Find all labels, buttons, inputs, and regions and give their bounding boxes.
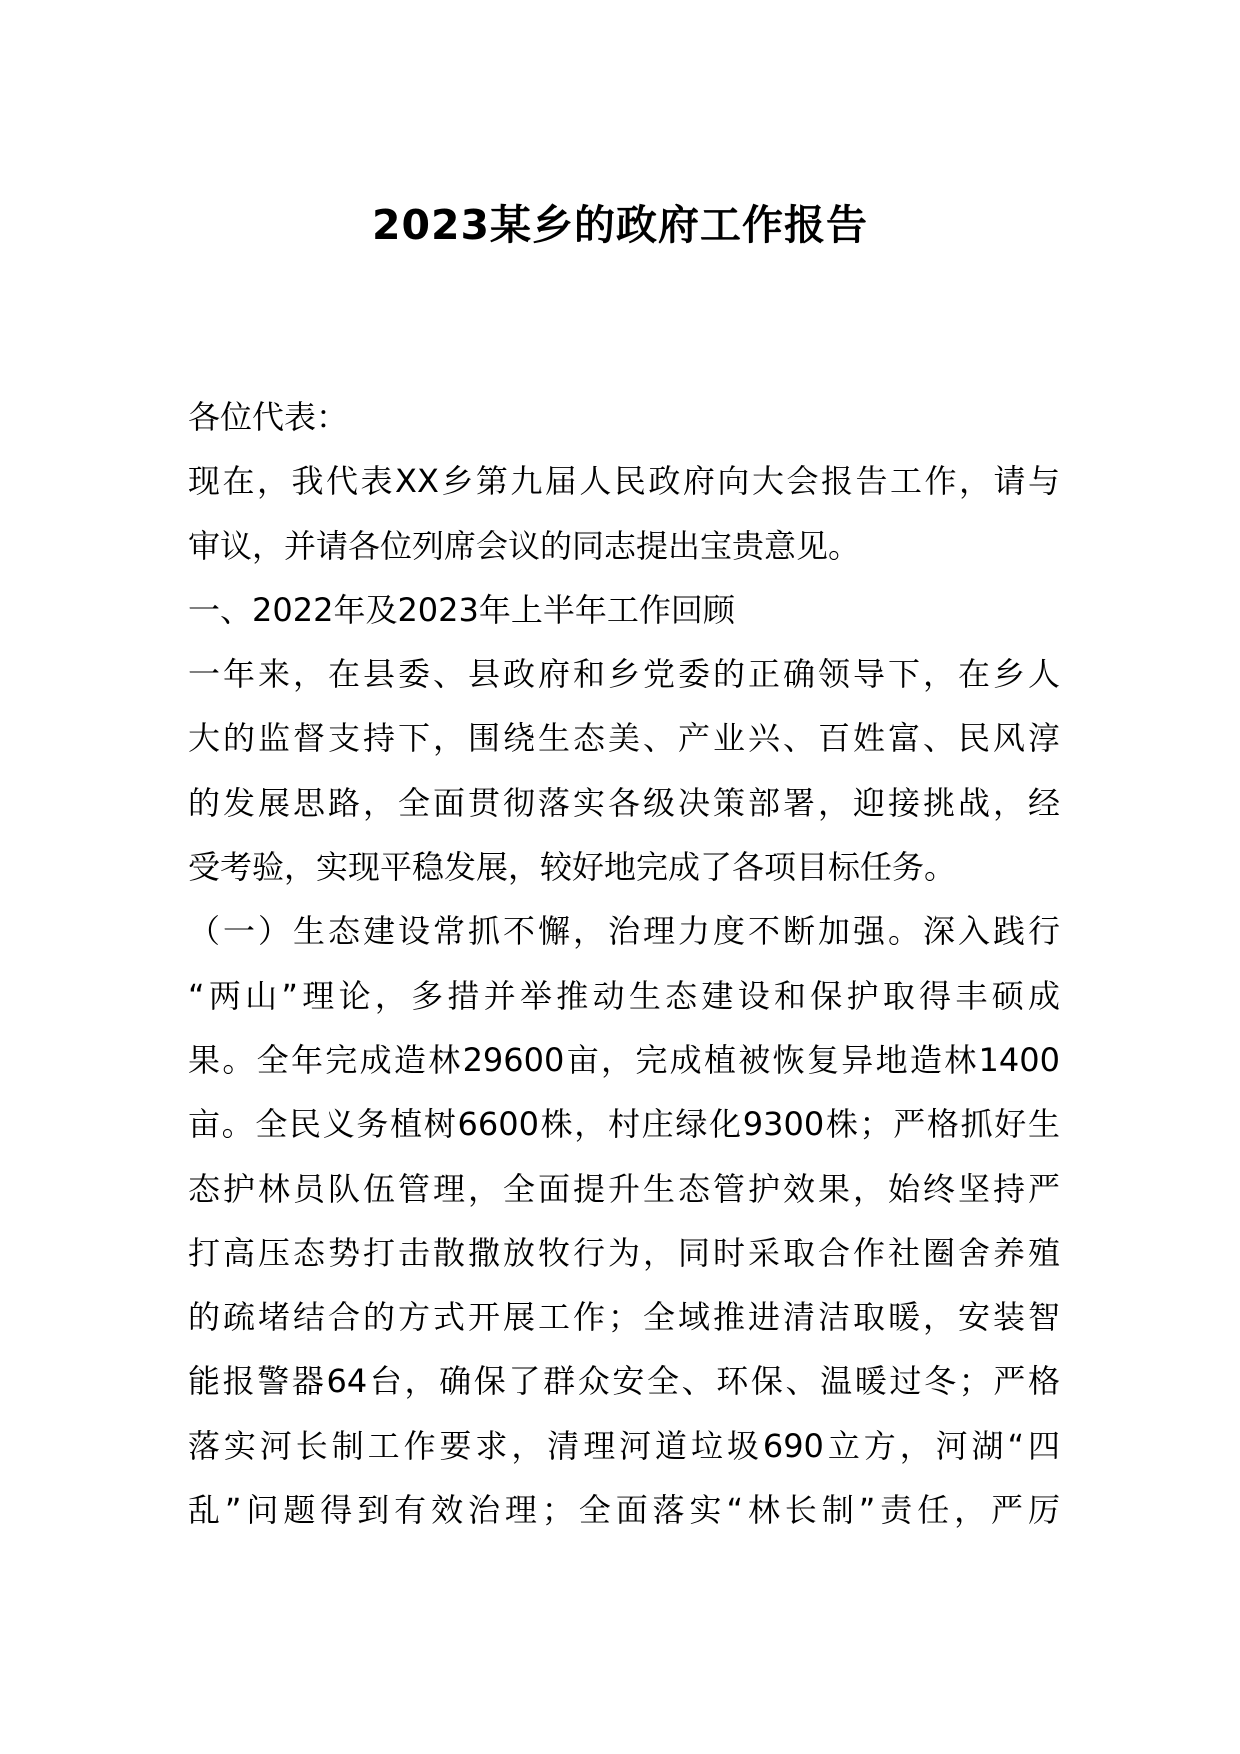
paragraph-line: 审议，并请各位列席会议的同志提出宝贵意见。 xyxy=(188,526,861,565)
section-heading: 一、2022年及2023年上半年工作回顾 xyxy=(188,590,735,629)
document-body xyxy=(188,385,1060,1542)
paragraph-line: 一年来，在县委、县政府和乡党委的正确领导下，在乡人 xyxy=(188,655,1060,694)
paragraph-line: 落实河长制工作要求，清理河道垃圾690立方，河湖“四 xyxy=(188,1426,1060,1465)
paragraph-line: 受考验，实现平稳发展，较好地完成了各项目标任务。 xyxy=(188,848,957,887)
document-title: 2023某乡的政府工作报告 xyxy=(371,201,869,249)
paragraph-line: 果。全年完成造林29600亩，完成植被恢复异地造林1400 xyxy=(188,1040,1060,1079)
paragraph-line: 大的监督支持下，围绕生态美、产业兴、百姓富、民风淳 xyxy=(188,719,1060,758)
paragraph-line: “两山”理论，多措并举推动生态建设和保护取得丰硕成 xyxy=(188,976,1060,1015)
paragraph-line: 亩。全民义务植树6600株，村庄绿化9300株；严格抓好生 xyxy=(188,1105,1060,1144)
paragraph-line: 现在，我代表XX乡第九届人民政府向大会报告工作，请与 xyxy=(188,462,1060,501)
paragraph-line: 态护林员队伍管理，全面提升生态管护效果，始终坚持严 xyxy=(188,1169,1060,1208)
salutation-line: 各位代表： xyxy=(188,398,349,436)
paragraph-line: 乱”问题得到有效治理；全面落实“林长制”责任，严厉 xyxy=(188,1491,1060,1530)
paragraph-line: （一）生态建设常抓不懈，治理力度不断加强。深入践行 xyxy=(188,912,1060,951)
paragraph-line: 的发展思路，全面贯彻落实各级决策部署，迎接挑战，经 xyxy=(188,783,1060,822)
paragraph-line: 能报警器64台，确保了群众安全、环保、温暖过冬；严格 xyxy=(188,1362,1060,1401)
paragraph-line: 的疏堵结合的方式开展工作；全域推进清洁取暖，安装智 xyxy=(188,1298,1060,1337)
paragraph-line: 打高压态势打击散撒放牧行为，同时采取合作社圈舍养殖 xyxy=(188,1233,1060,1272)
